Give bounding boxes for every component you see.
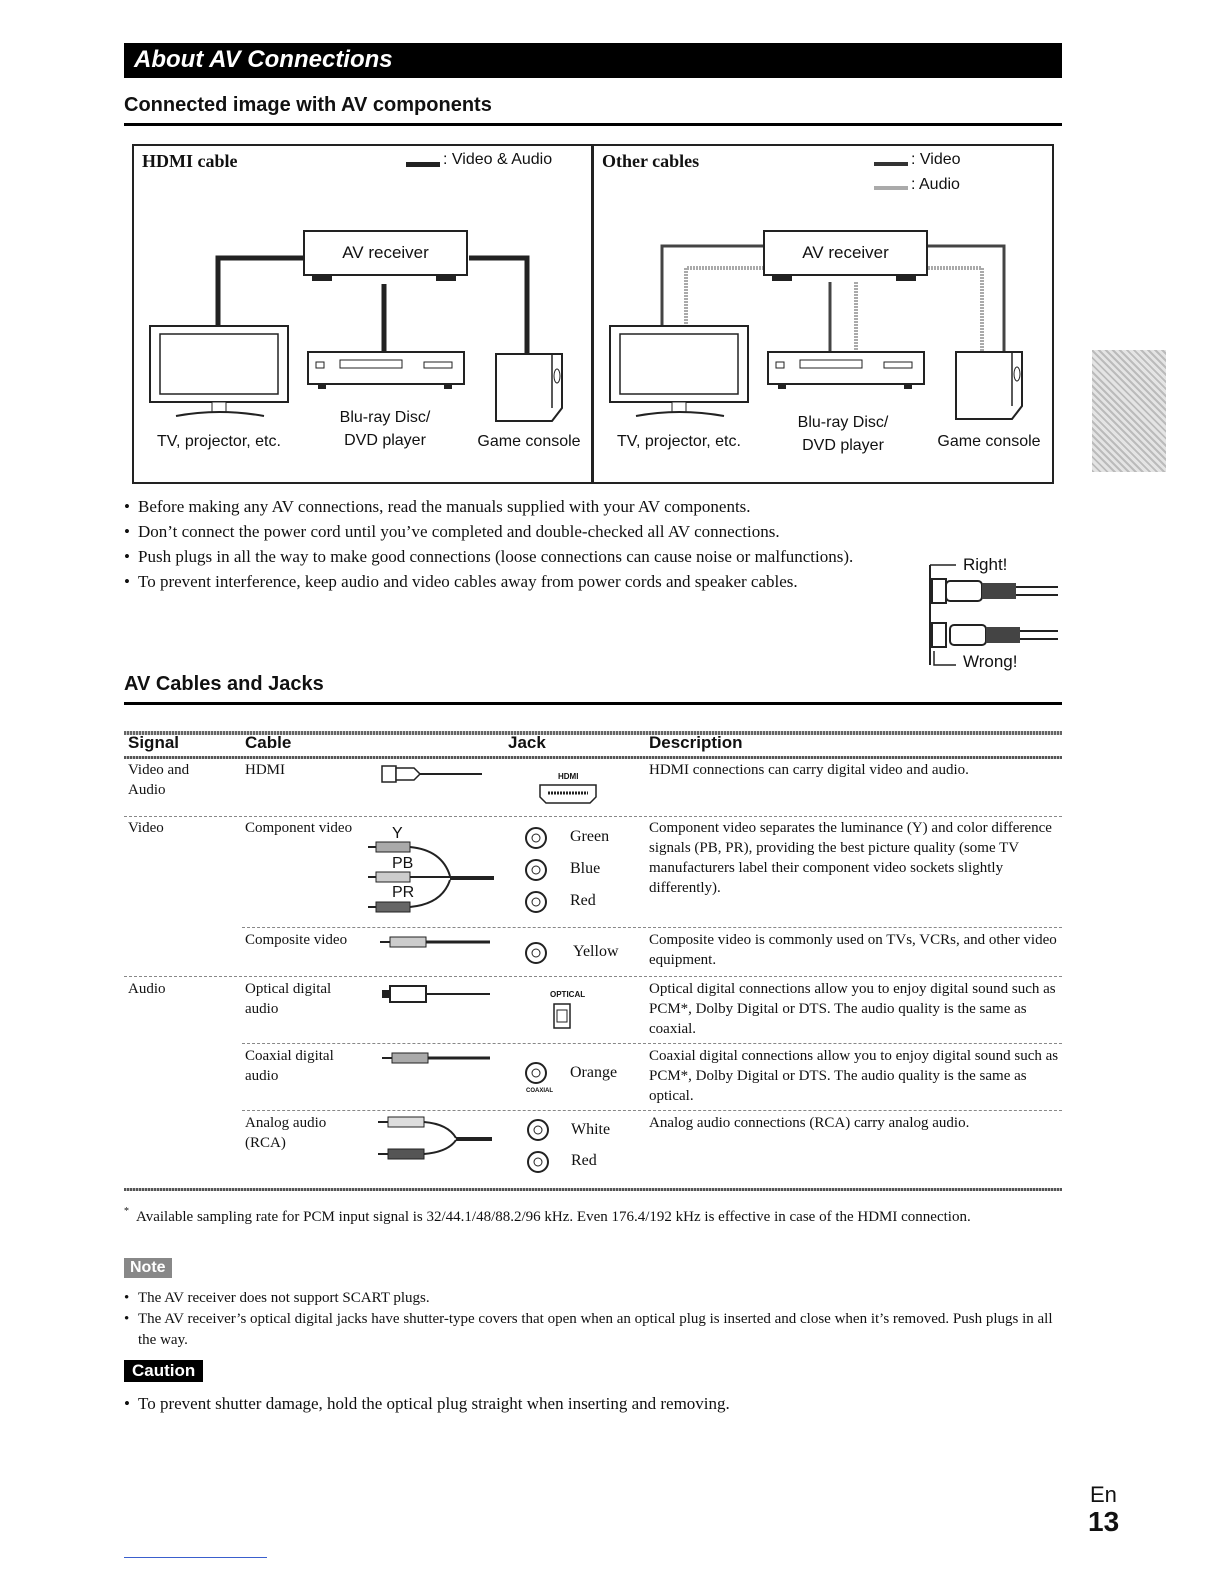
heading-rule-2 (124, 702, 1062, 705)
row-divider (242, 927, 1062, 928)
hdmi-cable-tv (218, 258, 304, 326)
game-console-icon (496, 354, 562, 421)
rca-plugs-icon (376, 1112, 494, 1164)
table-row-composite-cable: Composite video (245, 932, 348, 948)
tip-3: • Push plugs in all the way to make good connections (loose connections can cause noise or malfunctions). (124, 544, 904, 569)
audio-cable-tv (686, 268, 764, 326)
receiver-foot-right-1 (772, 276, 792, 281)
hdmi-plug-icon (380, 762, 484, 788)
jack-yellow: Yellow (573, 943, 619, 960)
video-legend: : Video (911, 151, 961, 168)
coaxial-plug-icon (380, 1050, 492, 1066)
bottom-link-rule (124, 1557, 267, 1558)
tv-icon-right (610, 326, 748, 416)
bluray-label-left-1: Blu-ray Disc/ (339, 409, 431, 426)
table-row-coaxial-description: Coaxial digital connections allow you to enjoy digital sound such as PCM*, Dolby Digital or DTS. The audio quality is the same as optical. (649, 1048, 1059, 1104)
page-language: En (1090, 1482, 1117, 1507)
component-plugs-icon (366, 840, 496, 920)
jack-blue: Blue (570, 860, 601, 877)
audio-cable-game (928, 268, 982, 352)
caution-list (124, 1391, 1064, 1416)
receiver-foot-right-2 (896, 276, 916, 281)
col-signal-header: Signal (128, 733, 180, 752)
component-jacks-icon (512, 826, 552, 922)
av-receiver-left: AV receiver (303, 230, 468, 276)
game-label-right: Game console (937, 433, 1041, 450)
connection-tips (124, 494, 904, 594)
note-badge: Note (124, 1258, 172, 1278)
hdmi-cable-game (469, 258, 527, 356)
hdmi-panel-title: HDMI cable (142, 151, 238, 171)
edge-tab-marker (1092, 350, 1166, 472)
table-row-analog-description: Analog audio connections (RCA) carry analog audio. (649, 1115, 970, 1131)
col-jack-header: Jack (508, 733, 546, 752)
tv-label-right: TV, projector, etc. (617, 433, 741, 450)
note-1: • The AV receiver does not support SCART plugs. (124, 1288, 1064, 1309)
table-bottom-rule (124, 1188, 1062, 1191)
tv-label-left: TV, projector, etc. (157, 433, 281, 450)
bluray-player-icon (308, 352, 464, 389)
other-panel-title: Other cables (602, 151, 700, 171)
game-console-icon-right (956, 352, 1022, 419)
bluray-label-right-2: DVD player (802, 437, 884, 454)
jack-red: Red (570, 892, 596, 909)
coaxial-jack-label: COAXIAL (526, 1088, 553, 1094)
receiver-foot-left-1 (312, 276, 332, 281)
plug-label-pb: PB (392, 855, 414, 872)
optical-plug-icon (380, 984, 492, 1004)
notes-list (124, 1288, 1064, 1351)
jack-white: White (571, 1121, 611, 1138)
row-divider (242, 1043, 1062, 1044)
bluray-label-left-2: DVD player (344, 432, 426, 449)
tv-icon (150, 326, 288, 416)
plug-label-y: Y (392, 825, 403, 842)
bluray-player-icon-right (768, 352, 924, 389)
table-row-hdmi-description: HDMI connections can carry digital video and audio. (649, 762, 969, 778)
table-row-composite-description: Composite video is commonly used on TVs, VCRs, and other video equipment. (649, 932, 1057, 968)
table-row-optical-cable: Optical digital audio (245, 981, 332, 1017)
plug-label-pr: PR (392, 884, 415, 901)
heading-av-cables: AV Cables and Jacks (124, 673, 324, 695)
table-row-component-description: Component video separates the luminance (Y) and color difference signals (PB, PR), providing the best picture quality (some TV manufacturers label their component video sockets slightly differently). (649, 820, 1052, 896)
footnote: Available sampling rate for PCM input signal is 32/44.1/48/88.2/96 kHz. Even 176.4/192 kHz is effective in case of the HDMI connection. (136, 1209, 971, 1225)
row-divider (124, 976, 1062, 977)
hdmi-jack-icon (538, 783, 598, 805)
composite-plug-icon (378, 934, 492, 950)
jack-green: Green (570, 828, 610, 845)
table-row-hdmi-signal: Video and Audio (128, 762, 190, 798)
receiver-foot-left-2 (436, 276, 456, 281)
row-divider (124, 816, 1062, 817)
tip-2: • Don’t connect the power cord until you’ve completed and double-checked all AV connections. (124, 519, 904, 544)
note-2: • The AV receiver’s optical digital jacks have shutter-type covers that open when an optical plug is inserted and close when it’s removed. Push plugs in all the way. (124, 1309, 1064, 1351)
jack-orange: Orange (570, 1064, 618, 1081)
optical-jack-icon (552, 1002, 572, 1030)
col-description-header: Description (649, 733, 743, 752)
bluray-label-right-1: Blu-ray Disc/ (797, 414, 889, 431)
heading-rule (124, 123, 1062, 126)
table-header-rule (124, 756, 1062, 759)
coaxial-jack-icon (522, 1060, 550, 1086)
caution-badge: Caution (124, 1360, 203, 1382)
section-title-bar (124, 43, 1062, 78)
av-receiver-right: AV receiver (763, 230, 928, 276)
table-row-analog-cable: Analog audio (RCA) (245, 1115, 327, 1151)
col-cable-header: Cable (245, 733, 292, 752)
table-row-hdmi-cable: HDMI (245, 762, 285, 778)
caution-1: • To prevent shutter damage, hold the optical plug straight when inserting and removing. (124, 1391, 1064, 1416)
plug-wrong-label: Wrong! (963, 652, 1018, 671)
tip-1: • Before making any AV connections, read the manuals supplied with your AV components. (124, 494, 904, 519)
composite-jack-icon (512, 940, 552, 966)
video-cable-game (928, 246, 1004, 352)
audio-legend: : Audio (911, 176, 960, 193)
optical-jack-label: OPTICAL (550, 990, 586, 999)
rca-jacks-icon (512, 1118, 552, 1178)
table-row-component-cable: Component video (245, 820, 353, 836)
plug-right-label: Right! (963, 555, 1008, 574)
section-title: About AV Connections (134, 46, 393, 73)
jack-red-audio: Red (571, 1152, 597, 1169)
table-row-optical-signal: Audio (128, 981, 166, 997)
footnote-mark: * (124, 1206, 129, 1217)
table-row-component-signal: Video (128, 820, 164, 836)
row-divider (242, 1110, 1062, 1111)
table-row-optical-description: Optical digital connections allow you to enjoy digital sound such as PCM*, Dolby Digital or DTS. The audio quality is the same as coaxial. (649, 981, 1056, 1037)
game-label-left: Game console (477, 433, 581, 450)
page-number: 13 (1088, 1506, 1120, 1537)
table-row-coaxial-cable: Coaxial digital audio (245, 1048, 334, 1084)
hdmi-legend: : Video & Audio (443, 151, 553, 168)
heading-connected-image: Connected image with AV components (124, 94, 492, 116)
video-cable-tv (662, 246, 764, 326)
tip-4: • To prevent interference, keep audio and video cables away from power cords and speaker cables. (124, 569, 904, 594)
hdmi-jack-label: HDMI (558, 772, 579, 781)
